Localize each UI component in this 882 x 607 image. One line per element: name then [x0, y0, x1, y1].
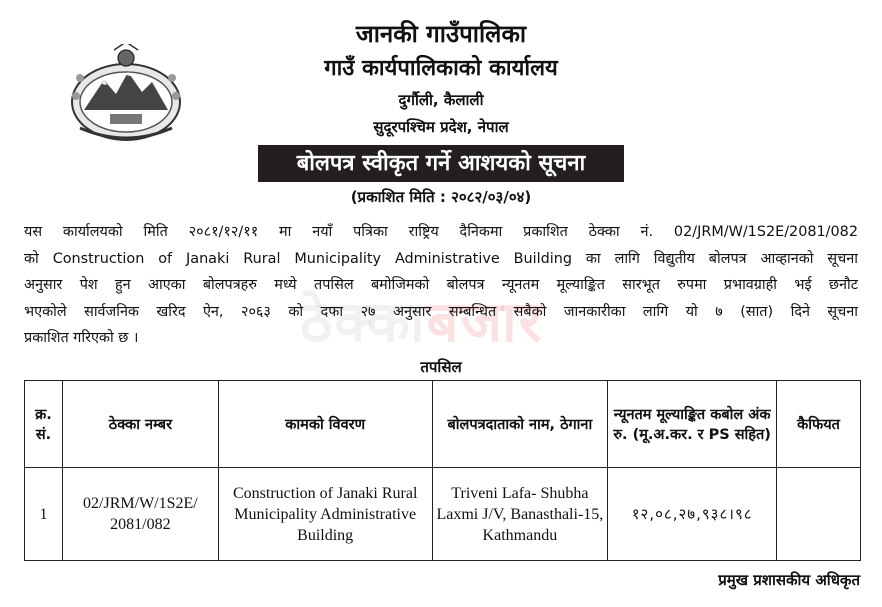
table-row [25, 468, 861, 561]
col-header-sn: क्र. सं. [25, 381, 63, 468]
paragraph-line: अनुसार पेश हुन आएका बोलपत्रहरु मध्ये तपसिल बमोजिमको बोलपत्र न्यूनतम मूल्याङ्कित सारभूत रुपमा प्रभावग्राही भई छनौट [24, 277, 858, 293]
table-header-row [25, 381, 861, 468]
notice-title: बोलपत्र स्वीकृत गर्ने आशयको सूचना [258, 145, 624, 182]
award-table [24, 380, 861, 561]
cell-bidder: Triveni Lafa- Shubha Laxmi J/V, Banasthali-15, Kathmandu [432, 468, 608, 561]
col-header-amount: न्यूनतम मूल्याङ्कित कबोल अंक रु. (मू.अ.कर. र PS सहित) [608, 381, 777, 468]
office-subtitle: गाउँ कार्यपालिकाको कार्यालय [324, 56, 558, 81]
cell-remarks [777, 468, 861, 561]
notice-paragraph [24, 219, 858, 352]
nepal-government-emblem-icon [66, 44, 186, 144]
paragraph-line: को Construction of Janaki Rural Municipality Administrative Building का लागि विद्युतीय बोलपत्र आव्हानको सूचना [24, 250, 858, 267]
details-label: तपसिल [420, 358, 462, 376]
cell-sn: 1 [25, 468, 63, 561]
watermark-text-2: बजार [426, 290, 544, 355]
paragraph-line: यस कार्यालयको मिति २०८१/१२/११ मा नयाँ पत्रिका राष्ट्रिय दैनिकमा प्रकाशित ठेक्का नं. 02/JRM/W/1S2E/2081/082 [24, 224, 858, 240]
col-header-remarks: कैफियत [777, 381, 861, 468]
office-province: सुदूरपश्चिम प्रदेश, नेपाल [373, 118, 509, 136]
col-header-bidder: बोलपत्रदाताको नाम, ठेगाना [432, 381, 608, 468]
cell-description: Construction of Janaki Rural Municipality Administrative Building [218, 468, 432, 561]
cell-contract-no: 02/JRM/W/1S2E/ 2081/082 [62, 468, 218, 561]
watermark-text-1: ठेक्का [300, 290, 427, 355]
office-name: जानकी गाउँपालिका [355, 20, 527, 48]
office-location: दुर्गौली, कैलाली [398, 91, 484, 109]
cell-amount: १२,०८,२७,९३८।९८ [608, 468, 777, 561]
paragraph-line: प्रकाशित गरिएको छ । [24, 330, 139, 346]
publish-date: (प्रकाशित मिति : २०८२/०३/०४) [350, 188, 532, 206]
col-header-contract-no: ठेक्का नम्बर [62, 381, 218, 468]
paragraph-line: भएकोले सार्वजनिक खरिद ऐन, २०६३ को दफा २७ अनुसार सम्बन्धित सबैको जानकारीका लागि यो ७ (सात) दिने सूचना [24, 303, 858, 320]
col-header-description: कामको विवरण [218, 381, 432, 468]
signature-title: प्रमुख प्रशासकीय अधिकृत [718, 571, 860, 589]
